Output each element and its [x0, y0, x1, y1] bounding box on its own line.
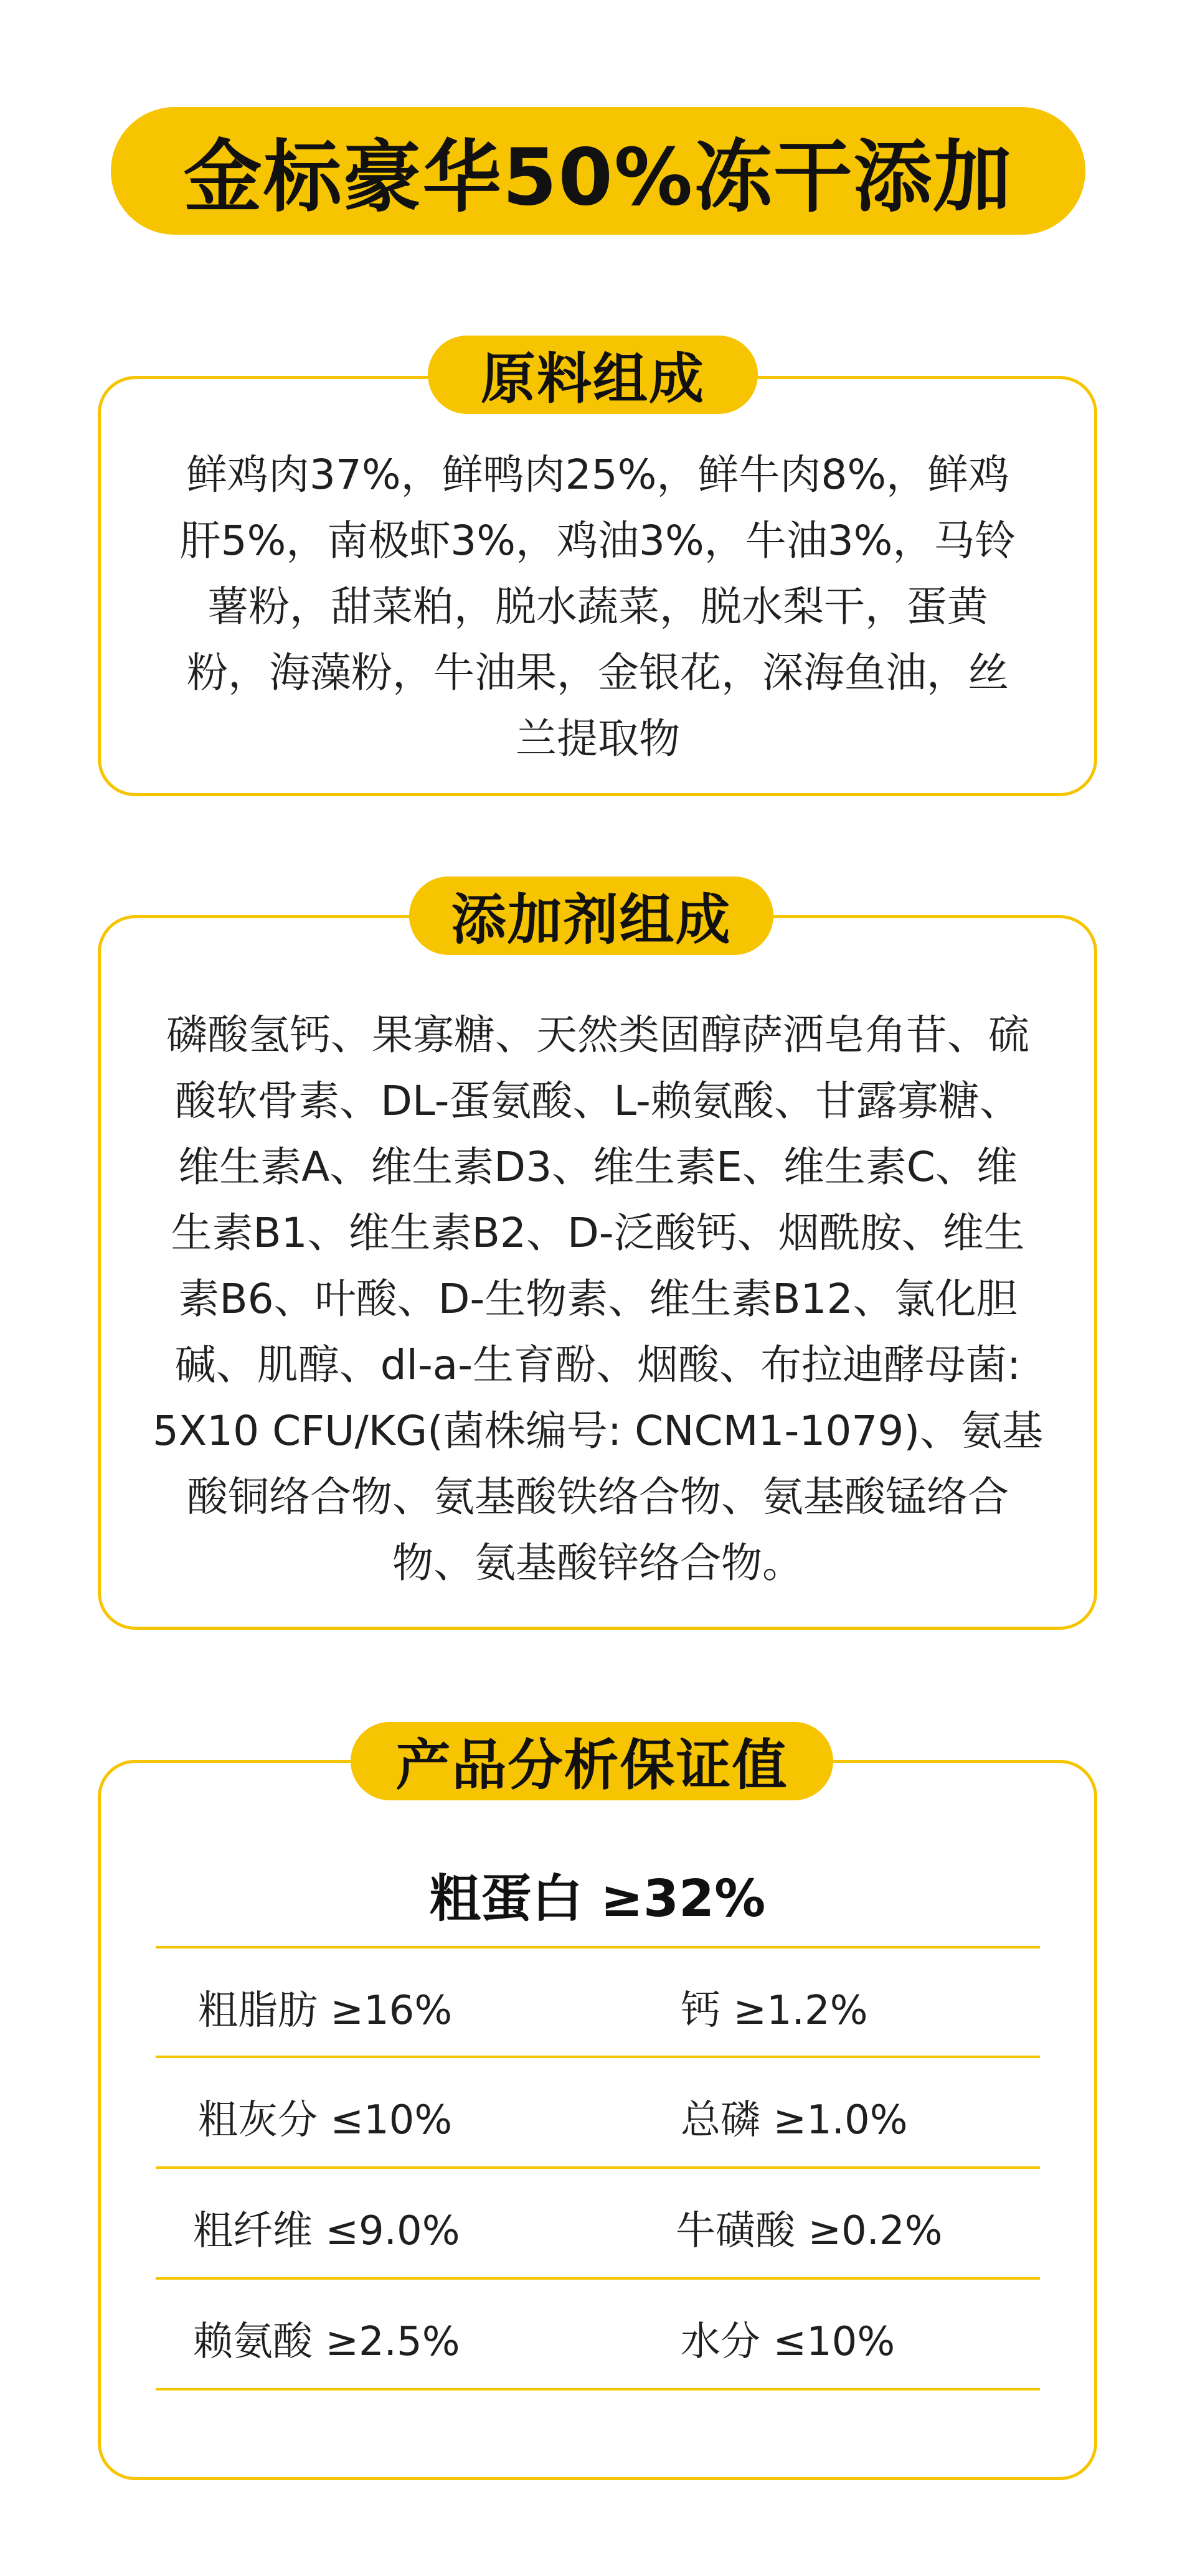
ingredients-line: 肝5%，南极虾3%，鸡油3%，牛油3%，马铃: [179, 517, 1016, 565]
analysis-left-value: 粗纤维 ≤9.0%: [193, 2208, 460, 2254]
analysis-right-value: 水分 ≤10%: [681, 2319, 895, 2365]
divider: [156, 2388, 1040, 2390]
divider: [156, 2277, 1040, 2280]
additives-line: 素B6、叶酸、D-生物素、维生素B12、氯化胆: [178, 1275, 1018, 1323]
ingredients-line: 粉，海藻粉，牛油果，金银花，深海鱼油，丝: [187, 649, 1009, 697]
divider: [156, 1946, 1040, 1948]
ingredients-line: 兰提取物: [516, 715, 680, 763]
analysis-left-value: 赖氨酸 ≥2.5%: [193, 2319, 460, 2365]
analysis-right-value: 牛磺酸 ≥0.2%: [676, 2208, 943, 2254]
ingredients-line: 薯粉，甜菜粕，脱水蔬菜，脱水梨干，蛋黄: [207, 583, 988, 631]
crude-protein-value: 粗蛋白 ≥32%: [429, 1869, 766, 1929]
additives-title: 添加剂组成: [409, 877, 773, 955]
page-headline: 金标豪华50%冻干添加: [111, 107, 1085, 235]
divider: [156, 2166, 1040, 2169]
additives-text: [125, 1002, 1071, 1596]
additives-line: 物、氨基酸锌络合物。: [392, 1539, 803, 1587]
analysis-right-value: 总磷 ≥1.0%: [681, 2097, 908, 2143]
additives-line: 维生素A、维生素D3、维生素E、维生素C、维: [178, 1143, 1018, 1191]
analysis-left-value: 粗脂肪 ≥16%: [198, 1988, 453, 2034]
divider: [156, 2056, 1040, 2058]
analysis-left-value: 粗灰分 ≤10%: [198, 2097, 453, 2143]
additives-line: 酸铜络合物、氨基酸铁络合物、氨基酸锰络合: [187, 1473, 1009, 1521]
ingredients-title: 原料组成: [428, 336, 758, 414]
ingredients-text: [125, 442, 1071, 772]
additives-line: 碱、肌醇、dl-a-生育酚、烟酸、布拉迪酵母菌:: [174, 1341, 1021, 1389]
additives-line: 酸软骨素、DL-蛋氨酸、L-赖氨酸、甘露寡糖、: [175, 1077, 1021, 1125]
additives-line: 5X10 CFU/KG(菌株编号: CNCM1-1079)、氨基: [152, 1407, 1044, 1455]
analysis-title: 产品分析保证值: [351, 1722, 833, 1800]
ingredients-line: 鲜鸡肉37%，鲜鸭肉25%，鲜牛肉8%，鲜鸡: [186, 451, 1010, 499]
additives-line: 生素B1、维生素B2、D-泛酸钙、烟酰胺、维生: [171, 1209, 1025, 1257]
additives-line: 磷酸氢钙、果寡糖、天然类固醇萨洒皂角苷、硫: [166, 1011, 1029, 1059]
analysis-right-value: 钙 ≥1.2%: [681, 1988, 868, 2034]
